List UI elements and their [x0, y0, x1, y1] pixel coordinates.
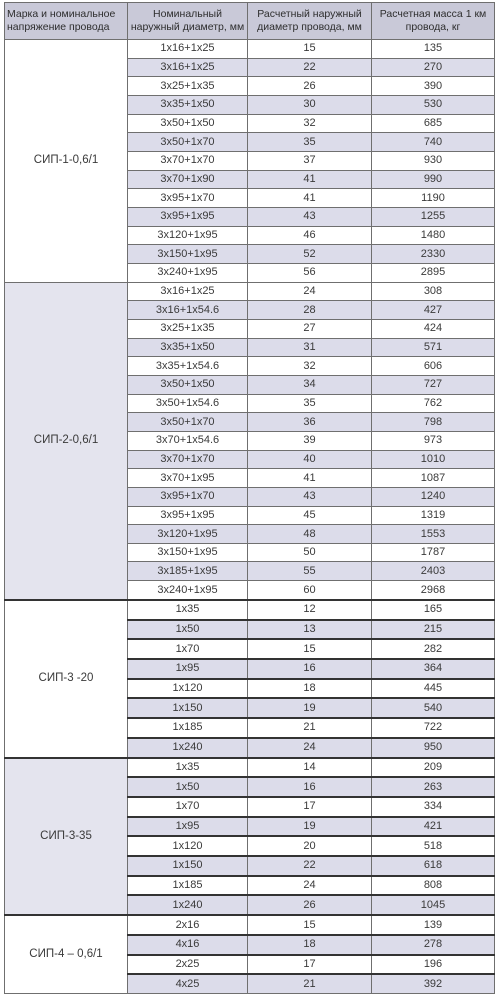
nominal-diameter-cell: 1x16+1x25 [128, 40, 248, 59]
calculated-diameter-cell: 37 [248, 151, 372, 170]
calculated-mass-cell: 1553 [372, 525, 495, 544]
table-row [5, 915, 495, 935]
calculated-mass-cell: 1045 [372, 895, 495, 915]
calculated-mass-cell: 990 [372, 170, 495, 189]
group-name-cell [5, 600, 128, 758]
calculated-mass-cell: 263 [372, 777, 495, 797]
calculated-mass-cell: 390 [372, 77, 495, 96]
nominal-diameter-cell: 3x70+1x70 [128, 450, 248, 469]
nominal-diameter-cell: 3x16+1x25 [128, 282, 248, 301]
nominal-diameter-cell: 1x35 [128, 600, 248, 620]
group-3 [5, 600, 495, 758]
calculated-diameter-cell: 16 [248, 659, 372, 679]
calculated-mass-cell: 685 [372, 114, 495, 133]
calculated-diameter-cell: 24 [248, 738, 372, 758]
nominal-diameter-cell: 3x95+1x95 [128, 506, 248, 525]
calculated-diameter-cell: 40 [248, 450, 372, 469]
calculated-mass-cell: 421 [372, 817, 495, 837]
calculated-diameter-cell: 45 [248, 506, 372, 525]
calculated-mass-cell: 392 [372, 974, 495, 993]
calculated-mass-cell: 2895 [372, 263, 495, 282]
calculated-mass-cell: 278 [372, 935, 495, 955]
nominal-diameter-cell: 3x50+1x70 [128, 413, 248, 432]
calculated-diameter-cell: 32 [248, 357, 372, 376]
group-name-cell [5, 282, 128, 600]
nominal-diameter-cell: 3x35+1x54.6 [128, 357, 248, 376]
nominal-diameter-cell: 3x50+1x50 [128, 375, 248, 394]
calculated-mass-cell: 808 [372, 876, 495, 896]
nominal-diameter-cell: 3x16+1x25 [128, 58, 248, 77]
nominal-diameter-cell: 1x70 [128, 639, 248, 659]
nominal-diameter-cell: 1x95 [128, 659, 248, 679]
nominal-diameter-cell: 1x120 [128, 679, 248, 699]
nominal-diameter-cell: 3x50+1x50 [128, 114, 248, 133]
calculated-mass-cell: 308 [372, 282, 495, 301]
nominal-diameter-cell: 3x185+1x95 [128, 562, 248, 581]
calculated-diameter-cell: 26 [248, 77, 372, 96]
table-row [5, 758, 495, 778]
calculated-mass-cell: 1010 [372, 450, 495, 469]
calculated-diameter-cell: 31 [248, 338, 372, 357]
nominal-diameter-cell: 3x25+1x35 [128, 319, 248, 338]
calculated-mass-cell: 727 [372, 375, 495, 394]
cable-spec-table [4, 2, 495, 994]
calculated-mass-cell: 165 [372, 600, 495, 620]
nominal-diameter-cell: 3x150+1x95 [128, 245, 248, 264]
calculated-diameter-cell: 28 [248, 301, 372, 320]
calculated-mass-cell: 530 [372, 95, 495, 114]
calculated-mass-cell: 364 [372, 659, 495, 679]
calculated-mass-cell: 209 [372, 758, 495, 778]
group-4 [5, 758, 495, 916]
calculated-mass-cell: 2968 [372, 581, 495, 600]
calculated-diameter-cell: 22 [248, 58, 372, 77]
calculated-mass-cell: 762 [372, 394, 495, 413]
calculated-mass-cell: 1480 [372, 226, 495, 245]
nominal-diameter-cell: 3x95+1x70 [128, 189, 248, 208]
nominal-diameter-cell: 1x35 [128, 758, 248, 778]
calculated-mass-cell: 618 [372, 856, 495, 876]
calculated-diameter-cell: 17 [248, 797, 372, 817]
header-calculated-mass: Расчетная масса 1 км провода, кг [372, 3, 495, 40]
calculated-mass-cell: 1255 [372, 207, 495, 226]
table-row [5, 282, 495, 301]
calculated-diameter-cell: 50 [248, 543, 372, 562]
group-name: СИП-3 -20 [38, 672, 94, 685]
calculated-mass-cell: 1319 [372, 506, 495, 525]
calculated-mass-cell: 270 [372, 58, 495, 77]
nominal-diameter-cell: 2x16 [128, 915, 248, 935]
nominal-diameter-cell: 1x185 [128, 876, 248, 896]
table-row [5, 600, 495, 620]
calculated-diameter-cell: 13 [248, 620, 372, 640]
calculated-diameter-cell: 24 [248, 876, 372, 896]
nominal-diameter-cell: 1x95 [128, 817, 248, 837]
nominal-diameter-cell: 3x95+1x70 [128, 487, 248, 506]
nominal-diameter-cell: 1x240 [128, 738, 248, 758]
nominal-diameter-cell: 3x70+1x90 [128, 170, 248, 189]
calculated-diameter-cell: 26 [248, 895, 372, 915]
nominal-diameter-cell: 1x50 [128, 620, 248, 640]
calculated-mass-cell: 135 [372, 40, 495, 59]
group-name-cell [5, 40, 128, 283]
nominal-diameter-cell: 3x25+1x35 [128, 77, 248, 96]
calculated-mass-cell: 1787 [372, 543, 495, 562]
nominal-diameter-cell: 2x25 [128, 955, 248, 975]
calculated-diameter-cell: 22 [248, 856, 372, 876]
calculated-mass-cell: 722 [372, 718, 495, 738]
nominal-diameter-cell: 3x35+1x50 [128, 338, 248, 357]
header-brand-voltage: Марка и номинальное напряжение провода [5, 3, 128, 40]
calculated-diameter-cell: 15 [248, 40, 372, 59]
group-name: СИП-3-35 [40, 829, 92, 842]
calculated-diameter-cell: 34 [248, 375, 372, 394]
nominal-diameter-cell: 4x16 [128, 935, 248, 955]
calculated-mass-cell: 1190 [372, 189, 495, 208]
calculated-diameter-cell: 41 [248, 469, 372, 488]
header-row [5, 3, 495, 40]
calculated-mass-cell: 930 [372, 151, 495, 170]
calculated-diameter-cell: 43 [248, 487, 372, 506]
nominal-diameter-cell: 3x70+1x54.6 [128, 431, 248, 450]
calculated-mass-cell: 740 [372, 133, 495, 152]
nominal-diameter-cell: 1x185 [128, 718, 248, 738]
calculated-diameter-cell: 12 [248, 600, 372, 620]
calculated-diameter-cell: 18 [248, 679, 372, 699]
calculated-diameter-cell: 52 [248, 245, 372, 264]
calculated-diameter-cell: 17 [248, 955, 372, 975]
group-name: СИП-2-0,6/1 [33, 434, 99, 447]
calculated-mass-cell: 427 [372, 301, 495, 320]
calculated-diameter-cell: 30 [248, 95, 372, 114]
calculated-mass-cell: 196 [372, 955, 495, 975]
calculated-diameter-cell: 41 [248, 189, 372, 208]
group-name: СИП-1-0,6/1 [33, 154, 99, 167]
calculated-mass-cell: 1087 [372, 469, 495, 488]
calculated-diameter-cell: 55 [248, 562, 372, 581]
calculated-diameter-cell: 18 [248, 935, 372, 955]
header-calculated-diameter: Расчетный наружный диаметр провода, мм [248, 3, 372, 40]
table-row [5, 40, 495, 59]
nominal-diameter-cell: 1x150 [128, 856, 248, 876]
calculated-diameter-cell: 15 [248, 915, 372, 935]
group-name-cell [5, 758, 128, 916]
nominal-diameter-cell: 1x240 [128, 895, 248, 915]
calculated-mass-cell: 540 [372, 698, 495, 718]
nominal-diameter-cell: 3x16+1x54.6 [128, 301, 248, 320]
group-5 [5, 915, 495, 993]
nominal-diameter-cell: 3x120+1x95 [128, 525, 248, 544]
calculated-mass-cell: 215 [372, 620, 495, 640]
calculated-mass-cell: 798 [372, 413, 495, 432]
calculated-diameter-cell: 16 [248, 777, 372, 797]
calculated-mass-cell: 424 [372, 319, 495, 338]
nominal-diameter-cell: 3x50+1x70 [128, 133, 248, 152]
calculated-diameter-cell: 21 [248, 974, 372, 993]
calculated-diameter-cell: 32 [248, 114, 372, 133]
calculated-mass-cell: 282 [372, 639, 495, 659]
nominal-diameter-cell: 1x150 [128, 698, 248, 718]
calculated-diameter-cell: 21 [248, 718, 372, 738]
calculated-diameter-cell: 56 [248, 263, 372, 282]
calculated-diameter-cell: 41 [248, 170, 372, 189]
nominal-diameter-cell: 3x70+1x95 [128, 469, 248, 488]
calculated-mass-cell: 2330 [372, 245, 495, 264]
calculated-mass-cell: 518 [372, 836, 495, 856]
nominal-diameter-cell: 3x50+1x54.6 [128, 394, 248, 413]
calculated-diameter-cell: 19 [248, 698, 372, 718]
table-header [5, 3, 495, 40]
group-2 [5, 282, 495, 600]
calculated-diameter-cell: 60 [248, 581, 372, 600]
calculated-mass-cell: 950 [372, 738, 495, 758]
calculated-mass-cell: 1240 [372, 487, 495, 506]
calculated-diameter-cell: 24 [248, 282, 372, 301]
calculated-diameter-cell: 14 [248, 758, 372, 778]
header-nominal-diameter: Номинальный наружный диаметр, мм [128, 3, 248, 40]
nominal-diameter-cell: 1x50 [128, 777, 248, 797]
nominal-diameter-cell: 3x35+1x50 [128, 95, 248, 114]
calculated-mass-cell: 2403 [372, 562, 495, 581]
calculated-mass-cell: 334 [372, 797, 495, 817]
group-name: СИП-4 – 0,6/1 [29, 948, 103, 961]
calculated-diameter-cell: 48 [248, 525, 372, 544]
calculated-mass-cell: 139 [372, 915, 495, 935]
nominal-diameter-cell: 3x150+1x95 [128, 543, 248, 562]
calculated-diameter-cell: 27 [248, 319, 372, 338]
calculated-diameter-cell: 19 [248, 817, 372, 837]
nominal-diameter-cell: 1x70 [128, 797, 248, 817]
calculated-diameter-cell: 46 [248, 226, 372, 245]
calculated-mass-cell: 445 [372, 679, 495, 699]
calculated-diameter-cell: 35 [248, 394, 372, 413]
nominal-diameter-cell: 3x240+1x95 [128, 581, 248, 600]
calculated-diameter-cell: 35 [248, 133, 372, 152]
group-1 [5, 40, 495, 283]
calculated-mass-cell: 571 [372, 338, 495, 357]
nominal-diameter-cell: 3x240+1x95 [128, 263, 248, 282]
nominal-diameter-cell: 3x95+1x95 [128, 207, 248, 226]
calculated-diameter-cell: 36 [248, 413, 372, 432]
nominal-diameter-cell: 1x120 [128, 836, 248, 856]
calculated-diameter-cell: 15 [248, 639, 372, 659]
calculated-diameter-cell: 43 [248, 207, 372, 226]
nominal-diameter-cell: 4x25 [128, 974, 248, 993]
calculated-mass-cell: 606 [372, 357, 495, 376]
calculated-diameter-cell: 20 [248, 836, 372, 856]
calculated-mass-cell: 973 [372, 431, 495, 450]
nominal-diameter-cell: 3x70+1x70 [128, 151, 248, 170]
nominal-diameter-cell: 3x120+1x95 [128, 226, 248, 245]
calculated-diameter-cell: 39 [248, 431, 372, 450]
group-name-cell [5, 915, 128, 993]
